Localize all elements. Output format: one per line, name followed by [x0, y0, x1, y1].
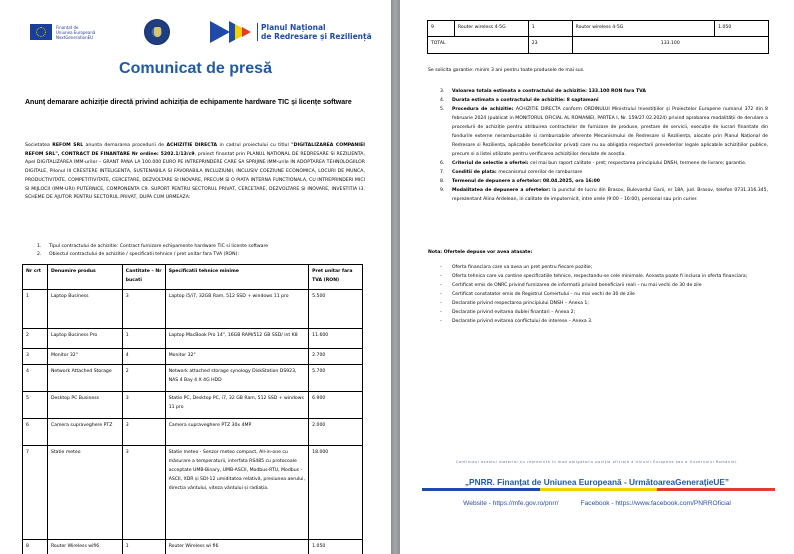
cell-price: 18.000 [309, 446, 363, 540]
document-page-1 [0, 0, 391, 554]
column-header: Pret unitar fara TVA (RON) [309, 265, 363, 290]
cell-price: 2.000 [309, 419, 363, 446]
eu-logo-line: Finanțat de [56, 24, 79, 30]
cell-spec: Camera supraveghere PTZ 30x 4MP [165, 419, 308, 446]
numbered-list [37, 243, 367, 259]
cell-spec: Statie meteo - Senzor meteo compact, All-in-one cu măsurare a temperaturii, interfata RS485 cu protocoale acceptate UMB-Binary, UMB-ASCII, Modbus-RTU, Modbus - ASCII, XDR și SDI-12 umiditatea relativă, presiunea aerului, direcția vântului, viteza vântului și radiația. [165, 446, 308, 540]
table-row [23, 365, 363, 392]
cell-price: 5.500 [309, 290, 363, 329]
cell-name: Desktop PC Business [47, 392, 122, 419]
cell-price: 6.900 [309, 392, 363, 419]
list-text: Certificat emis de ONRC privind furnizarea de informatii privind beneficiarii reali – nu mai vechi de 30 de zile [452, 283, 702, 288]
tricolor-divider [422, 488, 775, 491]
cell-qty: 3 [122, 392, 165, 419]
cell-spec: Router Wireless wi fi6 [165, 540, 308, 554]
dash-bullet: - [440, 319, 442, 324]
table-row [23, 419, 363, 446]
list-text: Declaratie privind evitarea conflictului de interese – Anexa 3. [452, 319, 593, 324]
column-header: Cantitate – Nr bucati [122, 265, 165, 290]
products-table [22, 264, 363, 554]
page-title: Comunicat de presă [119, 60, 272, 77]
project-title: "DIGITALIZAREA COMPANIEI REFOM SRL", CONTRACT DE FINANTARE Nr ordine: 5202.1/13/c9 [25, 143, 366, 157]
cell-nr: 1 [23, 290, 48, 329]
eu-logo-line: Uniunea Europeană [56, 29, 96, 35]
cell-nr: 8 [23, 540, 48, 554]
list-item [440, 272, 768, 281]
page-gutter [391, 0, 400, 554]
intro-text: , proiect finantat prin PLANUL NATIONAL DE REDRESARE SI REZILIENTA, Apel DIGITALIZAREA IMM-urilor – GRANT PANA LA 100.000 EURO PE INTREPRINDERE CARE SA SPRIJINE IMM-urile IN ADOPTAREA TEHNOLOGIILOR DIGITALE, Pilonul III CRESTERE INTELIGENTA, SUSTENABILA SI FAVORABILA INCLUZIUNII, INCLUSIV COEZIUNE ECONOMICA, LOCURI DE MUNCA, PRODUCTIVITATE, COMPETITIVITATE, CERCETARE, DEZVOLTARE SI INOVARE, PRECUM SI O PIATA INTERNA FUNCTIONALA, CU INTREPRINDERI MICI SI MIJLOCII (IMM-URI) PUTERNICE, COMPONENTA C9. SUPORT PENTRU SECTORUL PRIVAT, CERCETARE, DEZVOLTARE ȘI INOVARE, INVESTITIA I3. SCHEME DE AJUTOR PENTRU SECTORUL PRIVAT, DUPA CUM URMEAZA: [25, 151, 365, 201]
total-label: TOTAL [428, 37, 529, 54]
column-header: Specificatii tehnice minime [165, 265, 308, 290]
table-total-row [428, 37, 769, 54]
list-text: la punctul de lucru din Brasov, Bulevardul Garii, nr 18A, jud. Brasov, telefon 0731.316.345, reprezentant Alina Ardelean, in calitate de imputernicit, intre orele (9:00 – 16:00), personal sau prin curier. [452, 188, 768, 202]
cell-spec: Laptop MacBook Pro 14", 16GB RAM/512 GB SSD/ int K8 [165, 329, 308, 349]
list-label: Conditii de plata: [452, 170, 499, 175]
list-text: Obiectul contractului de achizitie / specificatii tehnice / pret unitar fara TVA (RON): [49, 252, 239, 257]
dash-bullet: - [440, 283, 442, 288]
list-item [440, 159, 768, 168]
list-text: Oferta financiara care va avea un pret pentru fiecare pozitie; [452, 265, 593, 270]
list-label: Valoarea totala estimata a contractului de achizitie: 133.100 RON fara TVA [452, 89, 646, 94]
cell-nr: 2 [23, 329, 48, 349]
column-header: Denumire produs [47, 265, 122, 290]
pnrr-logo-line: de Redresare și Reziliență [261, 32, 372, 41]
list-text: ACHIZITIE DIRECTA conform ORDINULUI Ministrului Investițiilor și Proiectelor Europene numarul 372 din 8 februarie 2024 (publicat in MONITORUL OFICIAL AL ROMANIEI, PARTEA I, Nr. 159/27.02.2024) privind aprobarea modalității de derulare a procedurii de achiziție pentru atribuirea contractelor de furnizare de produse, prestare de servicii, execuție de lucrari finantate din fondurile externe nerambursabile si rambursabile aferente Mecanismului de Redresare si Reziliența, alocate prin Planul Național de Redresare si Reziliența, aplicabile beneficiarilor privați care nu au obligația respectarii prevederilor legale aplicabile achizițiilor publice, precum si a listei utilizate pentru verificarea achizițiilor derulate de aceștia. [452, 107, 768, 157]
cell-nr: 6 [23, 419, 48, 446]
cell-nr: 4 [23, 365, 48, 392]
list-item [440, 290, 768, 299]
dash-bullet: - [440, 274, 442, 279]
cell-price: 2.700 [309, 349, 363, 365]
pnrr-logo-line: Planul Național [261, 23, 326, 32]
list-label: Durata estimata a contractului de achizitie: 8 saptamani [452, 98, 599, 103]
cell-name: Monitor 32" [47, 349, 122, 365]
column-header: Nr crt [23, 265, 48, 290]
list-text: mecanismul cererilor de rambursare [498, 170, 583, 175]
cell-name: Statie meteo [47, 446, 122, 540]
cell-qty: 2 [122, 365, 165, 392]
facebook-link[interactable]: Facebook - https://www.facebook.com/PNRROficial [580, 500, 731, 507]
total-qty: 23 [528, 37, 572, 54]
list-label: Modalitatea de depunere a ofertelor: [452, 188, 553, 193]
cell-spec: Network attached storage synology DiskStation DS923, NAS 4 Bay 4 X 4G HDD [165, 365, 308, 392]
list-number: 3. [440, 89, 445, 94]
cell-qty: 3 [122, 290, 165, 329]
footer-slogan: „PNRR. Finanțat de Uniunea Europeană - UrmătoareaGenerațieUE” [464, 477, 730, 487]
list-number: 1. [37, 244, 42, 249]
cell-qty: 4 [122, 349, 165, 365]
cell-price: 5.700 [309, 365, 363, 392]
total-value: 133.100 [572, 37, 768, 54]
list-number: 7. [440, 170, 445, 175]
list-text: cel mai bun raport calitate - pret; respectarea principiului DNSH, termene de livrare; garantie. [530, 161, 747, 166]
cell-name: Network Attached Storage [47, 365, 122, 392]
cell-qty: 1 [122, 329, 165, 349]
list-item [440, 308, 768, 317]
list-number: 5. [440, 107, 445, 112]
list-item [37, 243, 367, 251]
cell-price: 1.050 [309, 540, 363, 554]
list-number: 4. [440, 98, 445, 103]
dash-bullet: - [440, 265, 442, 270]
list-item [440, 105, 768, 159]
list-item [440, 87, 768, 96]
pnrr-arrows-icon [210, 21, 254, 43]
guarantee-text: Se solicita garantie: minim 3 ani pentru toate produsele de mai sus. [428, 68, 585, 73]
cell-nr: 9 [428, 21, 455, 37]
list-item [440, 263, 768, 272]
list-label: Procedura de achizitie: [452, 107, 516, 112]
cell-spec: Router wireless 4-5G [572, 21, 715, 37]
dash-bullet: - [440, 301, 442, 306]
intro-text: Societatea [25, 143, 53, 148]
table-row [23, 446, 363, 540]
list-item [440, 299, 768, 308]
footer-links [400, 500, 794, 507]
procedure-name: ACHIZITIE DIRECTA [166, 143, 218, 148]
eu-logo-line: NextGenerationEU [56, 34, 94, 40]
table-row [23, 329, 363, 349]
dash-bullet: - [440, 310, 442, 315]
table-row [23, 290, 363, 329]
list-text: Declaratie privind respectarea principiului DNSH – Anexa 1; [452, 301, 589, 306]
cell-name: Laptop Business [47, 290, 122, 329]
products-table-continued [427, 20, 769, 54]
cell-price: 1.050 [715, 21, 769, 37]
list-item [440, 177, 768, 186]
intro-paragraph [25, 142, 365, 203]
list-label: Termenul de depunere a ofertelor: 08.04.2025, ora 16:00 [452, 179, 600, 184]
cell-qty: 1 [528, 21, 572, 37]
cell-qty: 3 [122, 419, 165, 446]
attachments-list [440, 263, 768, 326]
cell-price: 11.600 [309, 329, 363, 349]
list-item [440, 317, 768, 326]
cell-name: Router Wireless wifi6 [47, 540, 122, 554]
intro-text: anunta demararea procedurii de [83, 143, 167, 148]
list-label: Criteriul de selectie a ofertei: [452, 161, 531, 166]
table-row [428, 21, 769, 37]
eu-disclaimer: Conținutul acestui material nu reprezintă în mod obligatoriu poziția oficială a Uniunii Europene sau a Guvernului României. [455, 460, 739, 464]
website-link[interactable]: Website - https://mfe.gov.ro/pnrr/ [463, 500, 559, 507]
list-item [440, 96, 768, 105]
cell-nr: 7 [23, 446, 48, 540]
announcement-subject: Anunț demarare achiziție directă privind achiziția de echipamente hardware TIC și licențe software [25, 99, 352, 106]
table-row [23, 349, 363, 365]
cell-spec: Monitor 32" [165, 349, 308, 365]
eu-funding-logo [30, 24, 95, 40]
romanian-government-crest-icon [144, 19, 170, 45]
list-number: 8. [440, 179, 445, 184]
list-item [440, 281, 768, 290]
list-text: Tipul contractului de achizitie: Contract furnizare echipamente hardware TIC si licente software [49, 244, 269, 249]
list-number: 9. [440, 188, 445, 193]
list-item [37, 251, 367, 259]
table-row [23, 540, 363, 554]
cell-spec: Laptop i5/i7, 32GB Ram, 512 SSD + windows 11 pro [165, 290, 308, 329]
table-header-row [23, 265, 363, 290]
list-text: Oferta tehnica care va contine specificatiile tehnice, respectandu-se cele minimale. Aceasta poate fi inclusa in oferta financiara; [452, 274, 748, 279]
pnrr-logo [210, 21, 372, 43]
list-item [440, 168, 768, 177]
intro-text: in cadrul proiectului cu titlul [217, 143, 292, 148]
cell-qty: 1 [122, 540, 165, 554]
cell-name: Camera supraveghere PTZ [47, 419, 122, 446]
cell-name: Router wireless 4-5G [454, 21, 528, 37]
dash-bullet: - [440, 292, 442, 297]
list-number: 2. [37, 252, 42, 257]
cell-nr: 5 [23, 392, 48, 419]
cell-spec: Statie PC, Desktop PC, i7, 32 GB Ram, 512 SSD + windows 11 pro [165, 392, 308, 419]
list-item [440, 186, 768, 204]
cell-nr: 3 [23, 349, 48, 365]
list-text: Declaratie privind evitarea dublei finantari – Anexa 2; [452, 310, 576, 315]
cell-qty: 3 [122, 446, 165, 540]
eu-flag-icon [30, 24, 52, 40]
list-number: 6. [440, 161, 445, 166]
numbered-list-continued [440, 87, 768, 204]
company-name: REFOM SRL [52, 143, 84, 148]
note-heading: Nota: Ofertele depuse vor avea atasate: [428, 250, 533, 255]
table-row [23, 392, 363, 419]
cell-name: Laptop Business Pro [47, 329, 122, 349]
list-text: Certificat constatator emis de Registrul Comertului – nu mai vechi de 30 de zile [452, 292, 635, 297]
